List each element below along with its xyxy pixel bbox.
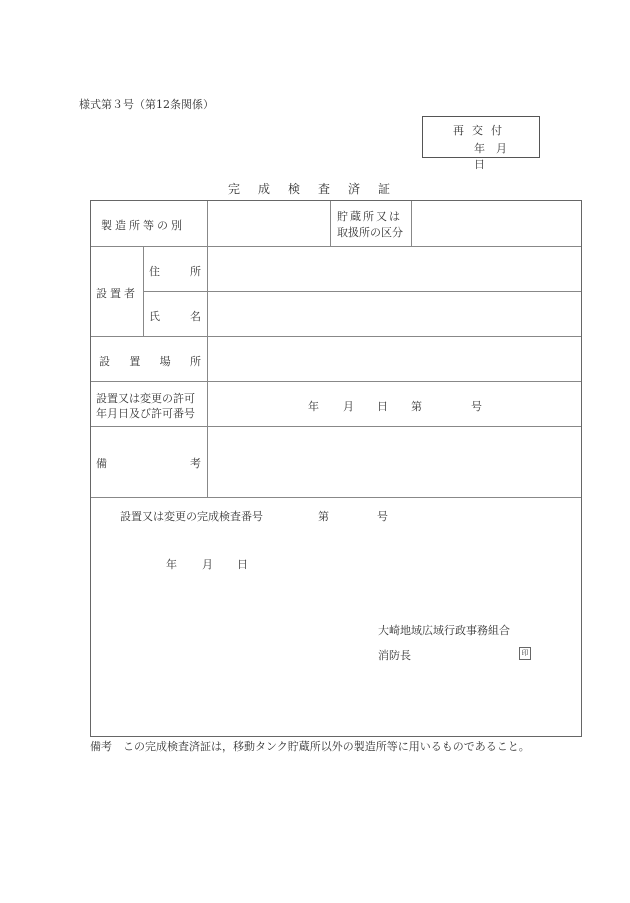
title-char: 証 [378,182,391,196]
title-char: 査 [318,182,331,196]
permit-day: 日 [377,400,388,413]
address-label [149,263,201,279]
reissue-month: 月 [496,142,507,155]
storage-class-label-line1: 貯蔵所又は [337,210,402,223]
permit-no-suffix: 号 [471,400,482,413]
issuer-title: 消防長 [378,649,411,662]
issuer-org: 大崎地域広域行政事務組合 [378,624,510,637]
reissue-day: 日 [474,158,485,171]
reissue-box [422,116,540,171]
title-char: 検 [288,182,301,196]
divider [411,201,412,246]
form-number: 様式第３号（第12条関係） [79,98,214,111]
issue-year: 年 [166,558,177,571]
divider [143,246,144,336]
divider [91,246,581,247]
storage-class-label-line2: 取扱所の区分 [337,226,403,239]
reissue-label: 再交付 [453,124,510,137]
inspection-no-suffix: 号 [377,510,388,523]
seal-icon [519,646,531,660]
issue-day: 日 [237,558,248,571]
facility-type-label: 製造所等の別 [101,219,185,232]
issue-month: 月 [202,558,213,571]
label-char: 場 [159,355,171,368]
installer-label: 設置者 [96,287,138,300]
divider [91,497,581,498]
reissue-year: 年 [474,142,485,155]
label-char: 所 [190,265,201,278]
certificate-table [90,200,582,737]
title-char: 成 [258,182,271,196]
name-label [149,308,201,324]
reissue-date [474,140,539,172]
divider [207,201,208,497]
location-label [99,353,201,369]
label-char: 氏 [149,310,160,323]
divider [91,381,581,382]
label-char: 考 [190,457,201,470]
label-char: 所 [189,355,201,368]
divider [91,336,581,337]
label-char: 置 [129,355,141,368]
label-char: 住 [149,265,160,278]
divider [143,291,581,292]
divider [91,426,581,427]
footnote: 備考 この完成検査済証は，移動タンク貯蔵所以外の製造所等に用いるものであること。 [90,740,530,753]
label-char: 備 [96,457,107,470]
title-char: 済 [348,182,361,196]
inspection-no-prefix: 第 [318,510,329,523]
label-char: 名 [190,310,201,323]
seal-mark: 印 [519,647,531,660]
permit-label-line1: 設置又は変更の許可 [96,392,195,405]
permit-year: 年 [308,400,319,413]
page-title [228,180,408,197]
title-char: 完 [228,182,241,196]
divider [330,201,331,246]
remarks-label [96,455,201,471]
permit-month: 月 [343,400,354,413]
label-char: 設 [99,355,110,368]
permit-no-prefix: 第 [411,400,422,413]
permit-label-line2: 年月日及び許可番号 [96,407,195,420]
inspection-no-label: 設置又は変更の完成検査番号 [120,510,263,523]
